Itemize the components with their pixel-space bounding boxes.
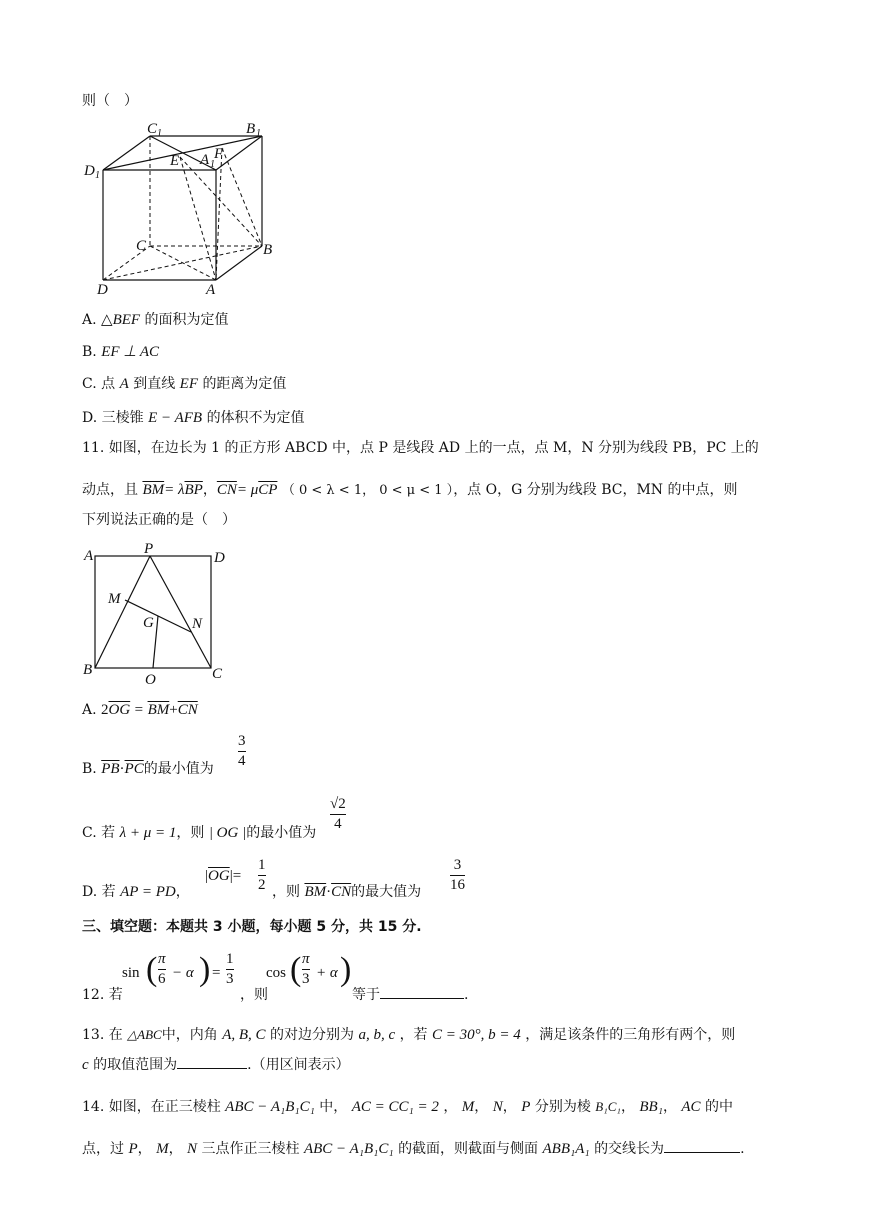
option-11D-tail: ，则 $\overline{BM}\cdot\overline{CN}$的最大值为 (272, 884, 422, 900)
option-11D: D. 若 AP = PD， (82, 884, 190, 900)
label-C1: C (147, 121, 158, 137)
fraction-sqrt2-4: √2 4 (330, 796, 346, 832)
label-D: D (214, 550, 225, 566)
section-title: 三、填空题：本题共 3 小题，每小题 5 分，共 15 分. (82, 919, 422, 935)
fraction-pi-3: π 3 (302, 951, 310, 987)
label-A: A (84, 548, 94, 564)
square-figure (80, 540, 240, 690)
minus-alpha: − α (172, 965, 194, 981)
svg-text:1: 1 (95, 170, 100, 181)
option-11C: C. 若 λ + μ = 1，则 | OG |的最小值为 (82, 825, 317, 841)
option-10C: C. 点 A 到直线 EF 的距离为定值 (82, 376, 287, 392)
cos-label: cos (266, 965, 286, 981)
question-11-line1: 11. 如图，在边长为 1 的正方形 ABCD 中，点 P 是线段 AD 上的一点，点 M，N 分别为线段 PB，PC 上的 (82, 440, 759, 456)
paren-open: ( (146, 951, 158, 988)
label-P: P (144, 541, 154, 557)
svg-text:1: 1 (210, 159, 215, 170)
label-C: C (212, 666, 223, 682)
plus-alpha: + α (316, 965, 338, 981)
question-11-line3: 下列说法正确的是（ ） (82, 512, 236, 528)
paren-close-2: ) (340, 951, 352, 988)
option-10A: A. △BEF 的面积为定值 (82, 312, 229, 328)
label-B1: B (246, 121, 256, 137)
option-10D: D. 三棱锥 E − AFB 的体积不为定值 (82, 410, 305, 426)
fraction-pi-6: π 6 (158, 951, 166, 987)
label-E: E (170, 153, 180, 169)
equals: = (212, 965, 221, 981)
label-F: F (214, 146, 224, 162)
option-10B: B. EF ⊥ AC (82, 344, 159, 360)
abs-OG: $|\overline{OG}|=$ (205, 868, 242, 884)
option-11B: B. $\overline{PB}\cdot\overline{PC}$的最小值为 (82, 761, 214, 777)
label-A: A (206, 282, 216, 298)
label-D1: D (84, 163, 95, 179)
then-text: ，则 (240, 987, 268, 1003)
label-A1: A (200, 152, 210, 168)
question-13-line1: 13. 在 △ABC中，内角 A, B, C 的对边分别为 a, b, c ，若 C = 30°, b = 4 ，满足该条件的三角形有两个，则 (82, 1027, 736, 1043)
option-11A: A. $2\overline{OG} = \overline{BM}+\overline{CN}$ (82, 702, 198, 718)
sin-label: sin (122, 965, 140, 981)
fraction-1-3: 1 3 (226, 951, 234, 987)
question-14-line1: 14. 如图，在正三棱柱 ABC − A₁B₁C₁ 中， AC = CC₁ = 2 ， M， N， P 分别为棱 B₁C₁， BB₁， AC 的中 (82, 1099, 734, 1115)
fraction-3-16: 3 16 (450, 857, 465, 893)
question-13-line2: c 的取值范围为 .（用区间表示） (82, 1057, 350, 1073)
label-M: M (108, 591, 121, 607)
label-N: N (192, 616, 203, 632)
paren-open-2: ( (290, 951, 302, 988)
cube-figure (80, 118, 280, 298)
svg-text:1: 1 (157, 128, 162, 139)
label-B: B (83, 662, 93, 678)
paren-close: ) (199, 951, 211, 988)
label-C: C (136, 238, 147, 254)
svg-text:1: 1 (256, 128, 261, 139)
question-12-prefix: 12. 若 (82, 987, 123, 1003)
question-14-line2: 点，过 P， M， N 三点作正三棱柱 ABC − A₁B₁C₁ 的截面，则截面与侧面 ABB₁A₁ 的交线长为 . (82, 1141, 745, 1157)
question-stem-tail: 则（ ） (82, 93, 138, 109)
fraction-3-4: 3 4 (238, 733, 246, 769)
question-11-line2: 动点，且 $\overline{BM}= \lambda\overline{BP}$，$\overline{CN}= \mu\overline{CP}$ （ 0 < λ < 1， 0 < μ < 1 ），点 O，G 分别为线段 BC，MN 的中点，则 (82, 482, 738, 498)
fraction-1-2: 1 2 (258, 857, 266, 893)
label-D: D (97, 282, 108, 298)
label-G: G (143, 615, 154, 631)
label-B: B (263, 242, 273, 258)
label-O: O (145, 672, 156, 688)
question-12-tail: 等于 . (352, 987, 469, 1003)
